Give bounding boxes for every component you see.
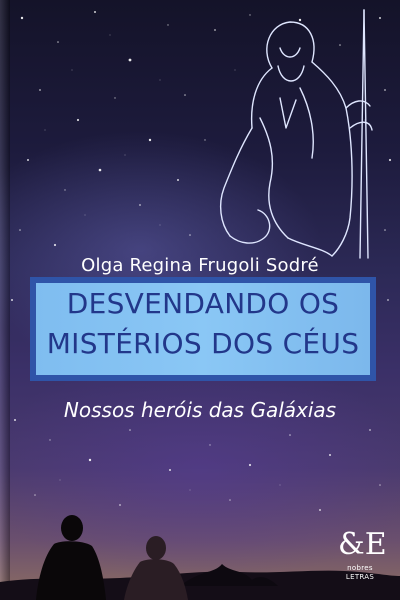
publisher-name <box>338 564 382 582</box>
title-line-2: MISTÉRIOS DOS CÉUS <box>46 327 360 360</box>
publisher-logo <box>338 527 387 588</box>
publisher-name-line-2: LETRAS <box>345 573 375 581</box>
person-silhouette-left <box>36 515 106 600</box>
author-name: Olga Regina Frugoli Sodré <box>81 255 319 276</box>
publisher-logo-mark: &E <box>338 527 387 562</box>
title-box <box>36 283 370 375</box>
person-silhouette-right <box>124 536 188 600</box>
publisher-name-line-1: nobres <box>347 564 373 572</box>
title-line-1: DESVENDANDO OS <box>66 287 340 320</box>
subtitle: Nossos heróis das Galáxias <box>63 398 337 422</box>
constellation-figure <box>200 8 390 260</box>
